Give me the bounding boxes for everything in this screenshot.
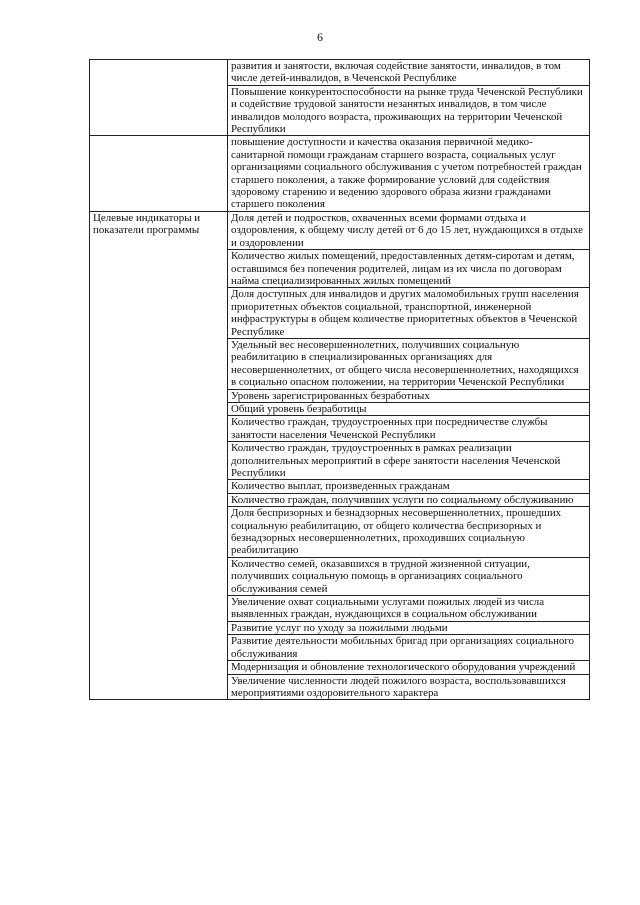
item-cell: Модернизация и обновление технологического оборудования учреждений [228, 661, 590, 674]
item-cell: Повышение конкурентоспособности на рынке труда Чеченской Республики и содействие трудовой занятости незанятых инвалидов, в том числе инвалидов молодого возраста, проживающих на территории Чеченской Республики [228, 85, 590, 136]
page-number: 6 [317, 30, 323, 44]
table-row [90, 60, 590, 86]
section-label-cell [90, 60, 228, 136]
item-cell: Доля детей и подростков, охваченных всеми формами отдыха и оздоровления, к общему числу детей от 6 до 15 лет, нуждающихся в отдыхе и оздоровлении [228, 211, 590, 249]
table-row [90, 211, 590, 249]
item-cell: Доля доступных для инвалидов и других маломобильных групп населения приоритетных объектов социальной, транспортной, инженерной инфраструктуры в общем количестве приоритетных объектов в Чеченской Республике [228, 288, 590, 339]
item-cell: Количество граждан, трудоустроенных в рамках реализации дополнительных мероприятий в сфере занятости населения Чеченской Республики [228, 442, 590, 480]
item-cell: Увеличение численности людей пожилого возраста, воспользовавшихся мероприятиями оздоровительного характера [228, 674, 590, 700]
item-cell: Удельный вес несовершеннолетних, получивших социальную реабилитацию в специализированных организациях для несовершеннолетних, от общего числа несовершеннолетних, находящихся в социально опасном положении, на территории Чеченской Республики [228, 338, 590, 389]
section-label-cell [90, 136, 228, 211]
item-cell: Развитие деятельности мобильных бригад при организациях социального обслуживания [228, 635, 590, 661]
table-row [90, 136, 590, 211]
item-cell: Доля беспризорных и безнадзорных несовершеннолетних, прошедших социальную реабилитацию, от общего количества беспризорных и безнадзорных несовершеннолетних, проходивших социальную реабилитацию [228, 507, 590, 558]
section-label-cell: Целевые индикаторы и показатели программы [90, 211, 228, 699]
item-cell: Количество граждан, получивших услуги по социальному обслуживанию [228, 493, 590, 506]
item-cell: повышение доступности и качества оказания первичной медико-санитарной помощи гражданам старшего возраста, социальных услуг организациями социального обслуживания с учетом потребностей граждан старшего поколения, а также формирование условий для содействия здоровому старению и ведению здорового образа жизни гражданами старшего поколения [228, 136, 590, 211]
item-cell: Развитие услуг по уходу за пожилыми людьми [228, 621, 590, 634]
item-cell: Увеличение охват социальными услугами пожилых людей из числа выявленных граждан, нуждающихся в социальном обслуживании [228, 596, 590, 622]
item-cell: Количество жилых помещений, предоставленных детям-сиротам и детям, оставшимся без попечения родителей, лицам из их числа по договорам найма специализированных жилых помещений [228, 250, 590, 288]
item-cell: Количество выплат, произведенных гражданам [228, 480, 590, 493]
item-cell: Общий уровень безработицы [228, 402, 590, 415]
item-cell: Уровень зарегистрированных безработных [228, 389, 590, 402]
item-cell: Количество семей, оказавшихся в трудной жизненной ситуации, получивших социальную помощь в организациях социального обслуживания семей [228, 557, 590, 595]
item-cell: Количество граждан, трудоустроенных при посредничестве службы занятости населения Чеченской Республики [228, 416, 590, 442]
program-passport-table [89, 59, 590, 700]
item-cell: развития и занятости, включая содействие занятости, инвалидов, в том числе детей-инвалидов, в Чеченской Республике [228, 60, 590, 86]
